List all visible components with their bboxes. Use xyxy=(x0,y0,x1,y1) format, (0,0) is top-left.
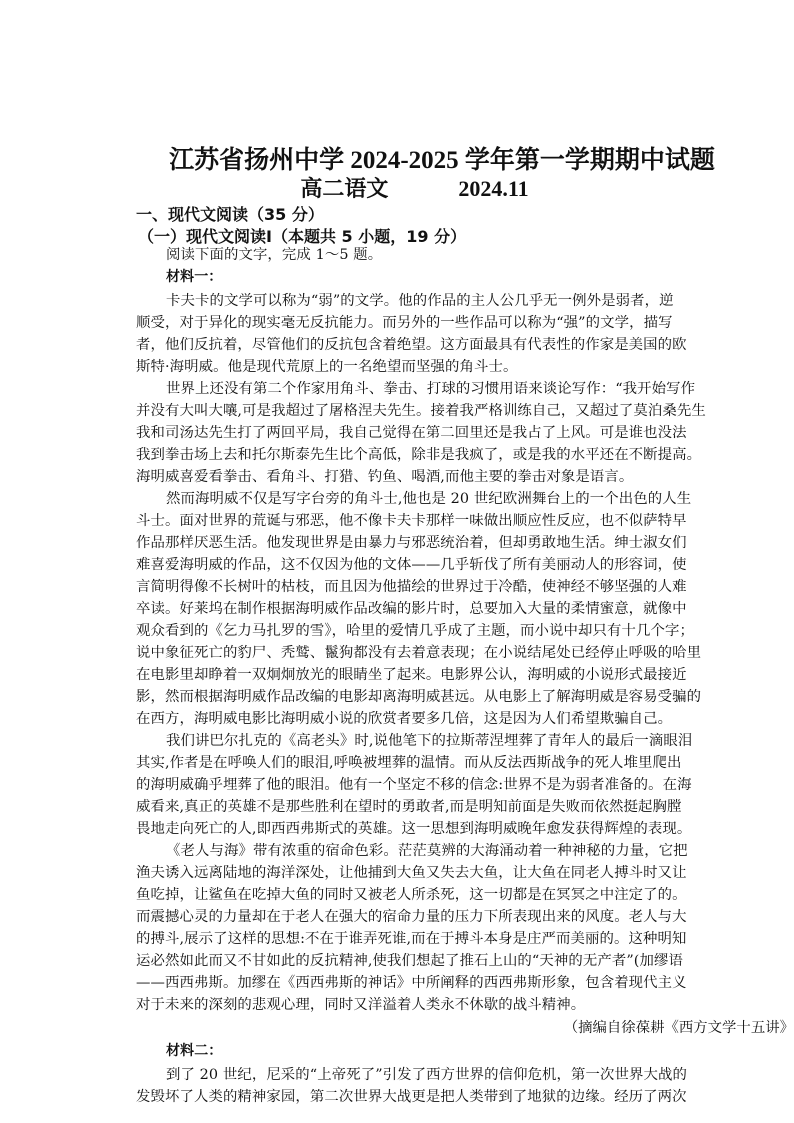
paragraph-line: 卡夫卡的文学可以称为“弱”的文学。他的作品的主人公几乎无一例外是弱者，逆 xyxy=(166,293,674,309)
paragraph-line: 言简明得像不长树叶的枯枝，而且因为他描绘的世界过于冷酷，使神经不够坚强的人难 xyxy=(136,579,687,595)
paragraph-line: 斗士。面对世界的荒诞与邪恶，他不像卡夫卡那样一味做出顺应性反应，也不似萨特早 xyxy=(136,513,687,529)
exam-title: 江苏省扬州中学 2024-2025 学年第一学期期中试题 xyxy=(169,147,715,174)
material-1-source: （摘编自徐葆耕《西方文学十五讲》 xyxy=(563,1020,794,1036)
paragraph-line: 海明威喜爱看拳击、看角斗、打猎、钓鱼、喝酒,而他主要的拳击对象是语言。 xyxy=(136,469,634,485)
paragraph-line: 我到拳击场上去和托尔斯泰先生比个高低，除非是我疯了，或是我的水平还在不断提高。 xyxy=(136,447,702,463)
material-label xyxy=(166,266,794,288)
material-label xyxy=(166,1040,794,1062)
section-heading-modern-reading: 一、现代文阅读（35 分） xyxy=(136,205,324,224)
paragraph-line: 说中象征死亡的豹尸、秃鹫、鬣狗都没有去着意表现；在小说结尾处已经停止呼吸的哈里 xyxy=(136,645,702,661)
paragraph-line: 运必然如此而又不甘如此的反抗精神,使我们想起了推石上山的“天神的无产者”(加缪语 xyxy=(136,953,683,969)
paragraph-line: ——西西弗斯。加缪在《西西弗斯的神话》中所阐释的西西弗斯形象，包含着现代主义 xyxy=(136,975,687,991)
paragraph-line: 影，然而根据海明威作品改编的电影却离海明威甚远。从电影上了解海明威是容易受骗的 xyxy=(136,689,702,705)
material-1-label: 材料一： xyxy=(166,269,223,285)
paragraph-line: 渔夫诱入远离陆地的海洋深处，让他捕到大鱼又失去大鱼，让大鱼在同老人搏斗时又让 xyxy=(136,865,687,881)
paragraph-line: 发毁坏了人类的精神家园，第二次世界大战更是把人类带到了地狱的边缘。经历了两次 xyxy=(136,1089,687,1105)
paragraph-line: 作品那样厌恶生活。他发现世界是由暴力与邪恶统治着，但却勇敢地生活。绅士淑女们 xyxy=(136,535,687,551)
paragraph-line: 顺受，对于异化的现实毫无反抗能力。而另外的一些作品可以称为“强”的文学，描写 xyxy=(136,315,673,331)
paragraph-line: 的海明威确乎埋葬了他的眼泪。他有一个坚定不移的信念:世界不是为弱者准备的。在海 xyxy=(136,777,692,793)
paragraph-line: 而震撼心灵的力量却在于老人在强大的宿命力量的压力下所表现出来的风度。老人与大 xyxy=(136,909,687,925)
paragraph-line: 斯特·海明威。他是现代荒原上的一名绝望而坚强的角斗士。 xyxy=(136,359,518,375)
exam-subtitle xyxy=(0,172,794,203)
subsection-heading-reading-1: （一）现代文阅读Ⅰ（本题共 5 小题，19 分） xyxy=(138,227,467,246)
paragraph-line: 在电影里却睁着一双炯炯放光的眼睛坐了起来。电影界公认，海明威的小说形式最接近 xyxy=(136,667,687,683)
paragraph-line: 观众看到的《乞力马扎罗的雪》，哈里的爱情几乎成了主题，而小说中却只有十几个字； xyxy=(136,623,694,639)
paragraph-line: 并没有大叫大嚷,可是我超过了屠格涅夫先生。接着我严格训练自己，又超过了莫泊桑先生 xyxy=(136,403,706,419)
paragraph-line: 卒读。好莱坞在制作根据海明威作品改编的影片时，总要加入大量的柔情蜜意，就像中 xyxy=(136,601,687,617)
paragraph-line: 我和司汤达先生打了两回平局，我自己觉得在第二回里还是我占了上风。可是谁也没法 xyxy=(136,425,687,441)
exam-date: 2024.11 xyxy=(458,176,529,201)
paragraph-line: 《老人与海》带有浓重的宿命色彩。茫茫莫辨的大海涌动着一种神秘的力量，它把 xyxy=(166,843,688,859)
paragraph-line: 然而海明威不仅是写字台旁的角斗士,他也是 20 世纪欧洲舞台上的一个出色的人生 xyxy=(166,491,692,507)
paragraph-line: 对于未来的深刻的悲观心理，同时又洋溢着人类永不休歇的战斗精神。 xyxy=(136,997,586,1013)
paragraph-line: 其实,作者是在呼唤人们的眼泪,呼唤被埋葬的温情。而从反法西斯战争的死人堆里爬出 xyxy=(136,755,682,771)
paragraph-line: 我们讲巴尔扎克的《高老头》时,说他笔下的拉斯蒂涅埋葬了青年人的最后一滴眼泪 xyxy=(166,733,693,749)
paragraph-line: 世界上还没有第二个作家用角斗、拳击、打球的习惯用语来谈论写作：“我开始写作 xyxy=(166,381,696,397)
instruction-text: 阅读下面的文字，完成 1～5 题。 xyxy=(166,247,383,263)
paragraph-line: 的搏斗,展示了这样的思想:不在于谁弄死谁,而在于搏斗本身是庄严而美丽的。这种明知 xyxy=(136,931,687,947)
paragraph-line: 鱼吃掉，让鲨鱼在吃掉大鱼的同时又被老人所杀死，这一切都是在冥冥之中注定了的。 xyxy=(136,887,687,903)
paragraph-line: 者，他们反抗着，尽管他们的反抗包含着绝望。这方面最具有代表性的作家是美国的欧 xyxy=(136,337,687,353)
paragraph-line: 威看来,真正的英雄不是那些胜利在望时的勇敢者,而是明知前面是失败而依然挺起胸膛 xyxy=(136,799,682,815)
material-2-label: 材料二： xyxy=(166,1043,223,1059)
paragraph-line: 在西方，海明威电影比海明威小说的欣赏者要多几倍，这是因为人们希望欺骗自己。 xyxy=(136,711,673,727)
subject-label: 高二语文 xyxy=(300,176,389,201)
paragraph-line: 难喜爱海明威的作品，这不仅因为他的文体——几乎斩伐了所有美丽动人的形容词，使 xyxy=(136,557,687,573)
paragraph-line: 畏地走向死亡的人,即西西弗斯式的英雄。这一思想到海明威晚年愈发获得辉煌的表现。 xyxy=(136,821,692,837)
paragraph-line: 到了 20 世纪，尼采的“上帝死了”引发了西方世界的信仰危机，第一次世界大战的 xyxy=(166,1067,687,1083)
